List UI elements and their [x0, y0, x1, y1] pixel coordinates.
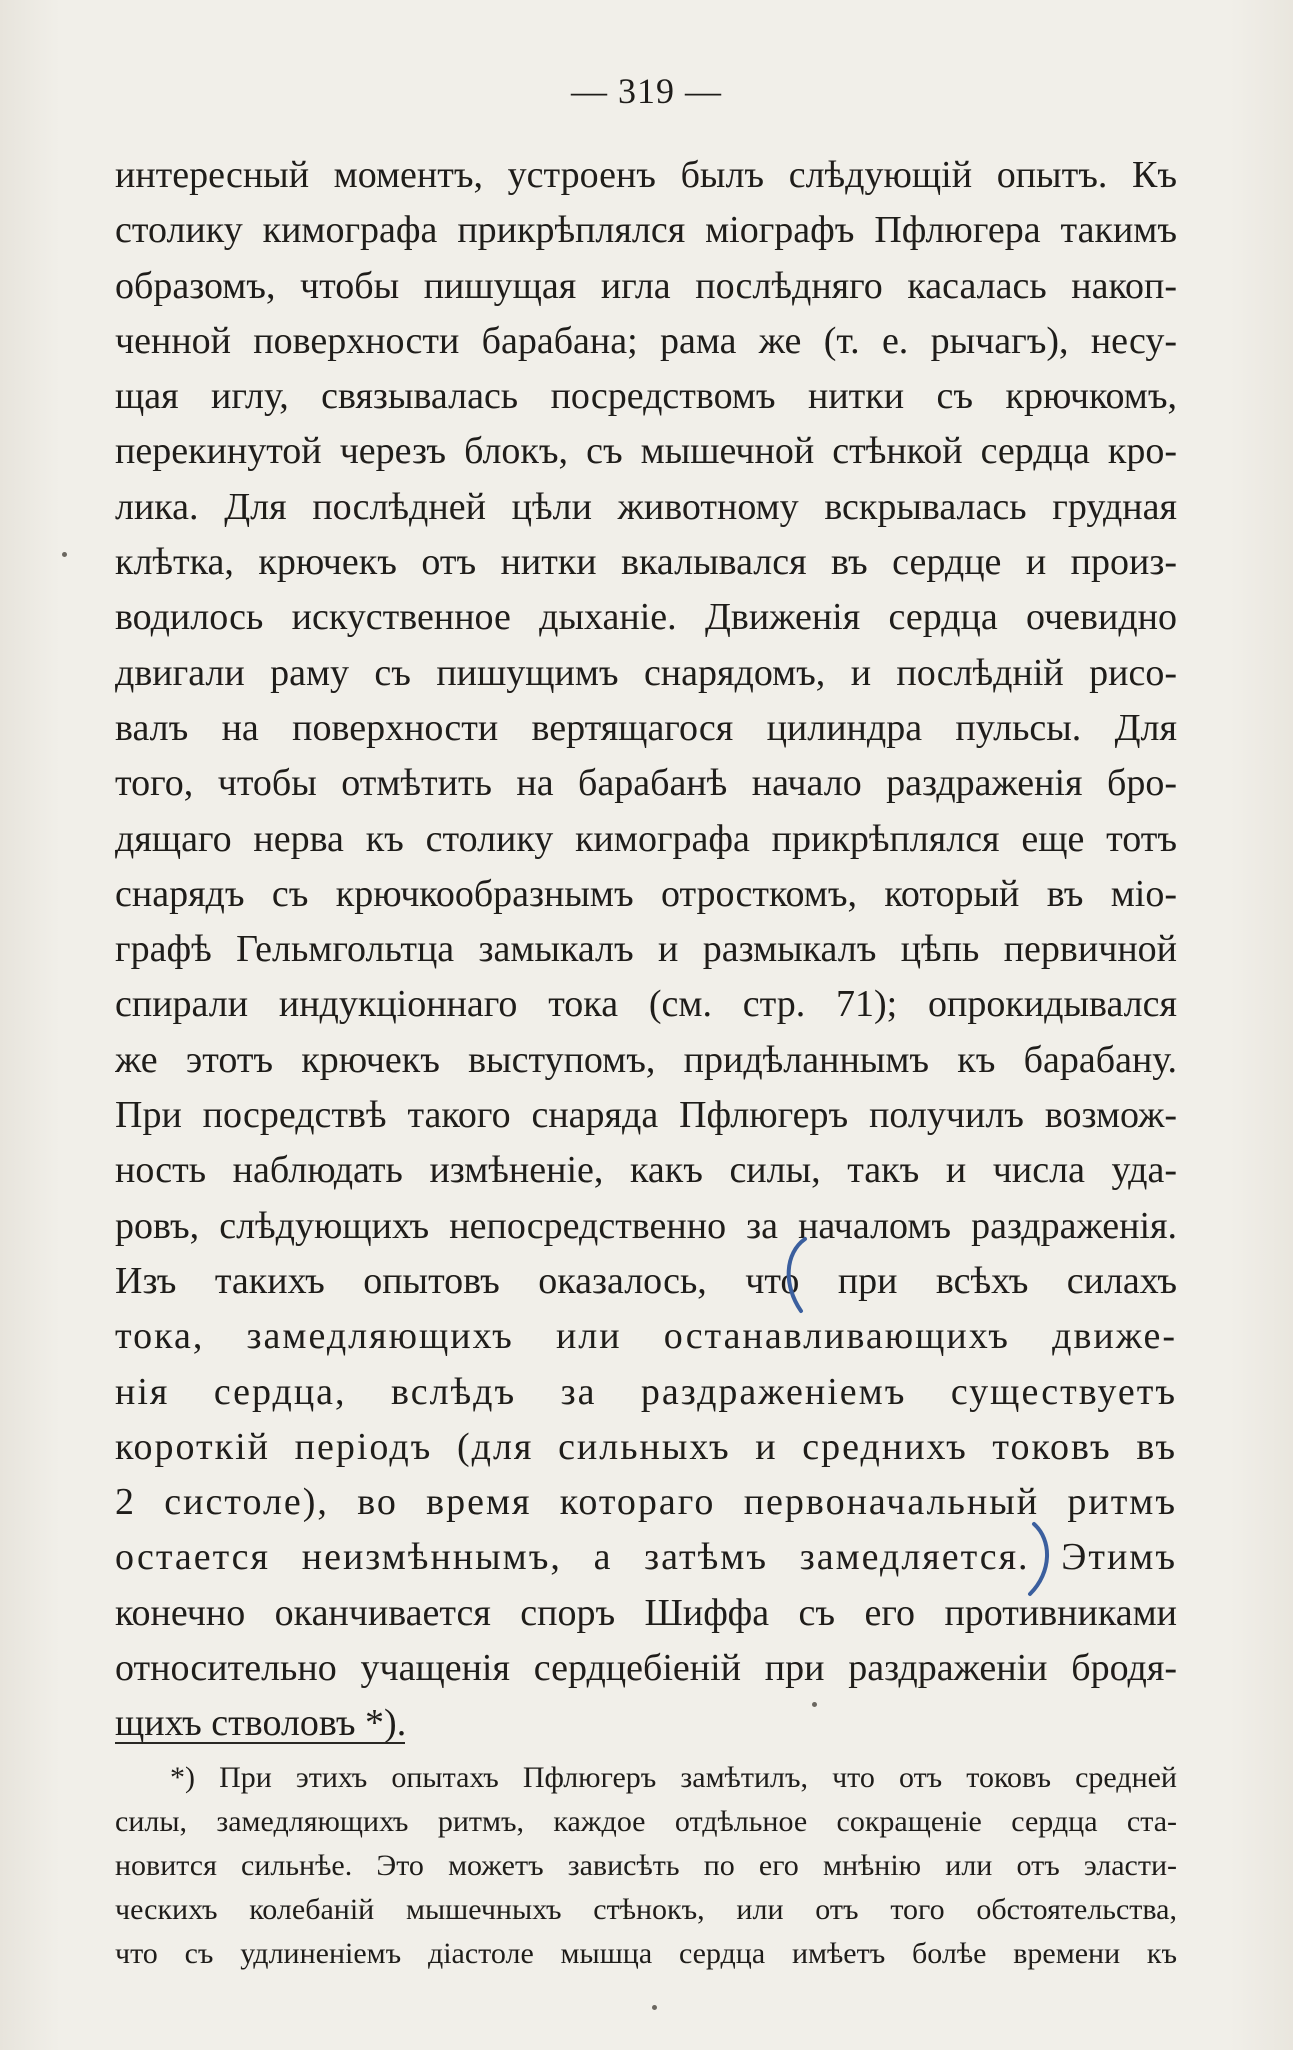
main-text: [115, 148, 1177, 1752]
text-line-spaced: короткій періодъ (для сильныхъ и среднихъ токовъ въ: [115, 1425, 1177, 1468]
text-line: клѣтка, крючекъ отъ нитки вкалывался въ сердце и произ-: [115, 541, 1177, 584]
footnote-line: новится сильнѣе. Это можетъ зависѣть по его мнѣнію или отъ эласти-: [115, 1849, 1177, 1882]
text-line: ность наблюдать измѣненіе, какъ силы, такъ и числа уда-: [115, 1149, 1177, 1192]
paper-speck: [812, 1702, 817, 1707]
text-line: дящаго нерва къ столику кимографа прикрѣплялся еще тотъ: [115, 817, 1177, 860]
text-line: ченной поверхности барабана; рама же (т. е. рычагъ), несу-: [115, 319, 1177, 362]
text-line-last: щихъ стволовъ *).: [115, 1702, 407, 1745]
text-line: Изъ такихъ опытовъ оказалось, что при всѣхъ силахъ: [115, 1259, 1177, 1302]
paper-speck: [652, 2005, 657, 2010]
text-line: относительно учащенія сердцебіеній при раздраженіи бродя-: [115, 1647, 1177, 1690]
text-line-spaced: тока, замедляющихъ или останавливающихъ движе-: [115, 1315, 1177, 1358]
text-line: же этотъ крючекъ выступомъ, придѣланнымъ къ барабану.: [115, 1038, 1177, 1081]
text-line: При посредствѣ такого снаряда Пфлюгеръ получилъ возмож-: [115, 1094, 1177, 1137]
footnote-line: *) При этихъ опытахъ Пфлюгеръ замѣтилъ, что отъ токовъ средней: [170, 1761, 1177, 1794]
text-line-spaced: 2 систоле), во время котораго первоначальный ритмъ: [115, 1481, 1177, 1524]
text-line: графѣ Гельмгольтца замыкалъ и размыкалъ цѣпь первичной: [115, 928, 1177, 971]
paper-speck: [62, 552, 67, 557]
text-line: столику кимографа прикрѣплялся міографъ Пфлюгера такимъ: [115, 209, 1177, 252]
text-line: лика. Для послѣдней цѣли животному вскрывалась грудная: [115, 485, 1177, 528]
text-line: конечно оканчивается споръ Шиффа съ его противниками: [115, 1591, 1177, 1634]
text-line: валъ на поверхности вертящагося цилиндра пульсы. Для: [115, 706, 1177, 749]
text-line-spaced: нія сердца, вслѣдъ за раздраженіемъ существуетъ: [115, 1370, 1177, 1413]
footnote-line: ческихъ колебаній мышечныхъ стѣнокъ, или отъ того обстоятельства,: [115, 1893, 1177, 1926]
text-line: перекинутой черезъ блокъ, съ мышечной стѣнкой сердца кро-: [115, 430, 1177, 473]
text-line: снарядъ съ крючкообразнымъ отросткомъ, который въ міо-: [115, 872, 1177, 915]
text-line: интересный моментъ, устроенъ былъ слѣдующій опытъ. Къ: [115, 154, 1177, 196]
footnote: [115, 1756, 1177, 1976]
text-line: водилось искуственное дыханіе. Движенія сердца очевидно: [115, 596, 1177, 639]
footnote-line: что съ удлиненіемъ діастоле мышца сердца имѣетъ болѣе времени къ: [115, 1937, 1177, 1970]
text-line: спирали индукціоннаго тока (см. стр. 71); опрокидывался: [115, 983, 1177, 1026]
text-line-spaced: остается неизмѣннымъ, а затѣмъ замедляется. Этимъ: [115, 1536, 1177, 1579]
text-line: того, чтобы отмѣтить на барабанѣ начало раздраженія бро-: [115, 762, 1177, 805]
text-line: ровъ, слѣдующихъ непосредственно за началомъ раздраженія.: [115, 1204, 1177, 1247]
page-number: — 319 —: [571, 71, 722, 111]
text-line: образомъ, чтобы пишущая игла послѣдняго касалась накоп-: [115, 264, 1177, 307]
footnote-line: силы, замедляющихъ ритмъ, каждое отдѣльное сокращеніе сердца ста-: [115, 1805, 1177, 1838]
footnote-divider: [115, 1742, 405, 1744]
text-line: двигали раму съ пишущимъ снарядомъ, и послѣдній рисо-: [115, 651, 1177, 694]
text-line: щая иглу, связывалась посредствомъ нитки съ крючкомъ,: [115, 375, 1177, 418]
